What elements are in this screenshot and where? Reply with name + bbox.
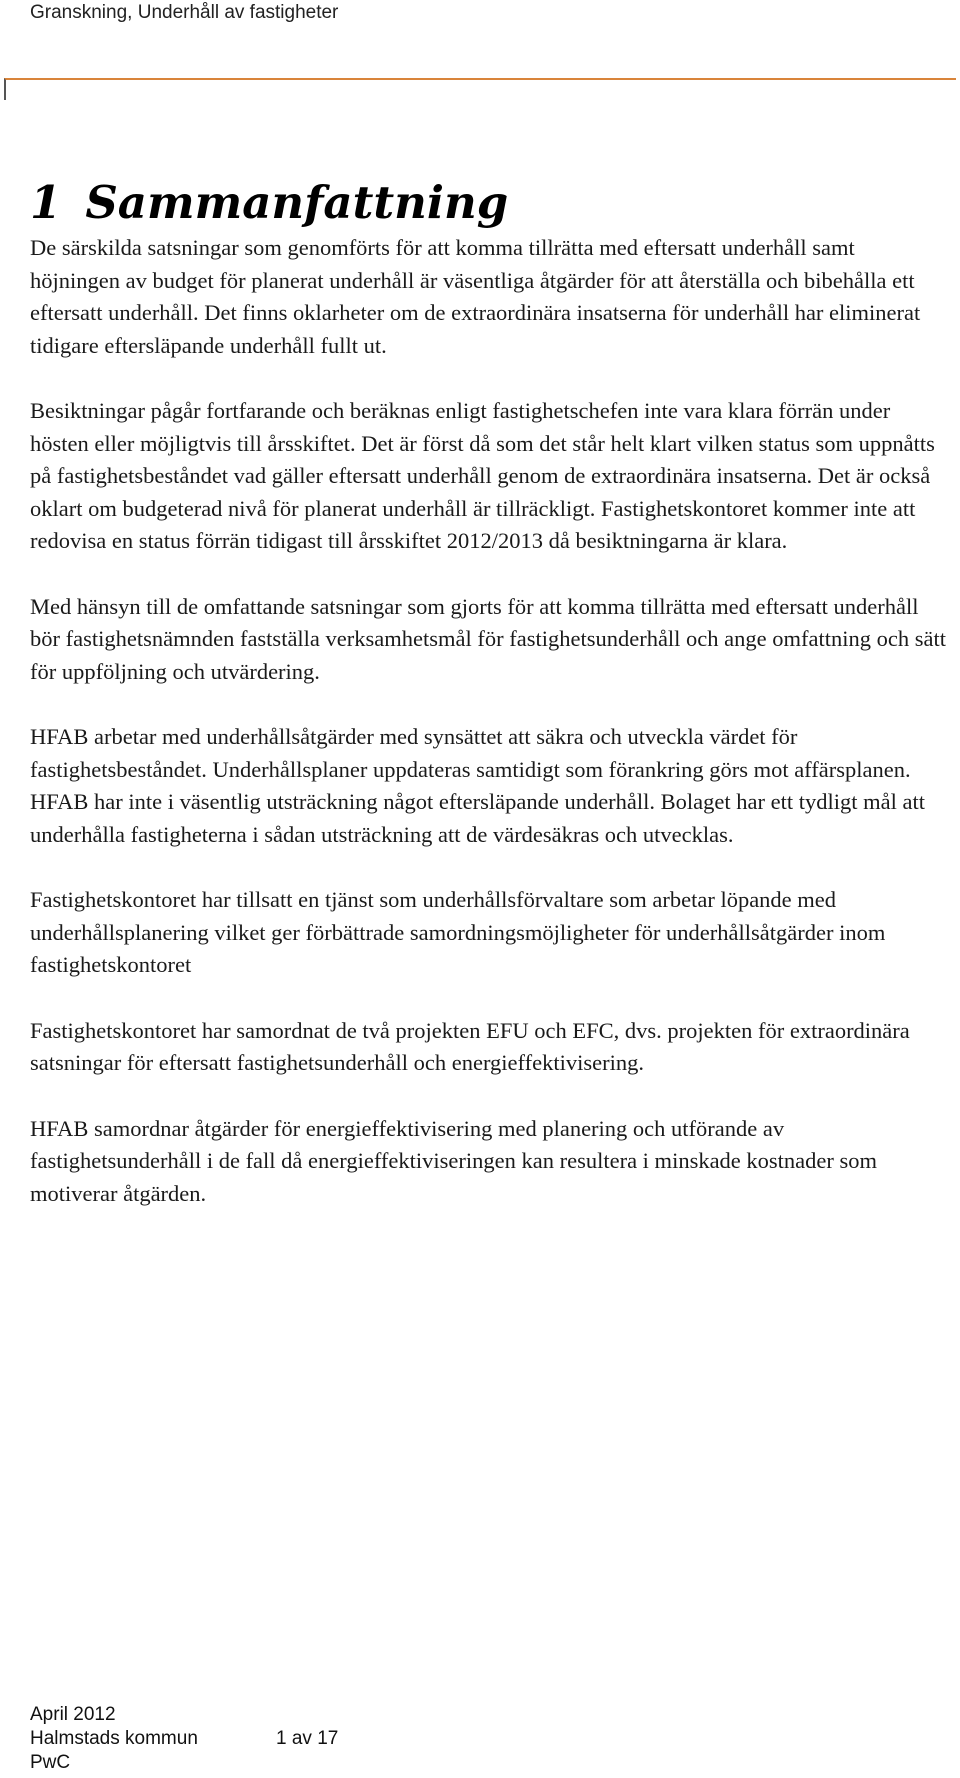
paragraph: Fastighetskontoret har tillsatt en tjänst som underhållsförvaltare som arbetar löpande med underhållsplanering vilket ger förbättrade samordningsmöjligheter för underhållsåtgärder inom fastighetskontoret <box>30 887 886 977</box>
page-number: 1 av 17 <box>276 1728 339 1749</box>
section-number: 1 <box>30 176 62 229</box>
header-rule <box>4 78 956 100</box>
paragraph: HFAB samordnar åtgärder för energieffektivisering med planering och utförande av fastighetsunderhåll i de fall då energieffektiviseringen kan resultera i minskade kostnader som motiverar åtgärden. <box>30 1115 878 1206</box>
section-title: Sammanfattning <box>85 176 509 229</box>
footer-date: April 2012 <box>30 1704 116 1725</box>
paragraph: HFAB arbetar med underhållsåtgärder med synsättet att säkra och utveckla värdet för fastighetsbeståndet. Underhållsplaner uppdateras samtidigt som förankring görs mot affärsplanen. HFAB har inte i väsentlig utsträckning något eftersläpande underhåll. Bolaget har ett tydligt mål att underhålla fastigheterna i sådan utsträckning att de värdesäkras och utvecklas. <box>30 724 925 847</box>
summary-body <box>30 232 950 1243</box>
running-header: Granskning, Underhåll av fastigheter <box>30 2 339 23</box>
paragraph: Besiktningar pågår fortfarande och beräknas enligt fastighetschefen inte vara klara förrän under hösten eller möjligtvis till årsskiftet. Det är först då som det står helt klart vilken status som uppnåtts på fastighetsbeståndet vad gäller eftersatt underhåll genom de extraordinära insatserna. Det är också oklart om budgeterad nivå för planerat underhåll är tillräckligt. Fastighetskontoret kommer inte att redovisa en status förrän tidigast till årsskiftet 2012/2013 då besiktningarna är klara. <box>30 398 935 553</box>
footer-firm: PwC <box>30 1752 71 1773</box>
footer-org-row <box>30 1727 338 1751</box>
paragraph: Fastighetskontoret har samordnat de två projekten EFU och EFC, dvs. projekten för extraordinära satsningar för eftersatt fastighetsunderhåll och energieffektivisering. <box>30 1017 910 1075</box>
footer-date-row <box>30 1703 338 1727</box>
section-heading <box>30 176 508 230</box>
page-footer <box>30 1703 338 1775</box>
paragraph: De särskilda satsningar som genomförts för att komma tillrätta med eftersatt underhåll samt höjningen av budget för planerat underhåll är väsentliga åtgärder för att återställa och bibehålla ett eftersatt underhåll. Det finns oklarheter om de extraordinära insatserna för underhåll har eliminerat tidigare eftersläpande underhåll fullt ut. <box>30 235 921 358</box>
footer-organization: Halmstads kommun <box>30 1728 198 1749</box>
paragraph: Med hänsyn till de omfattande satsningar som gjorts för att komma tillrätta med eftersatt underhåll bör fastighetsnämnden fastställa verksamhetsmål för fastighetsunderhåll och ange omfattning och sätt för uppföljning och utvärdering. <box>30 593 946 684</box>
footer-firm-row <box>30 1751 338 1775</box>
